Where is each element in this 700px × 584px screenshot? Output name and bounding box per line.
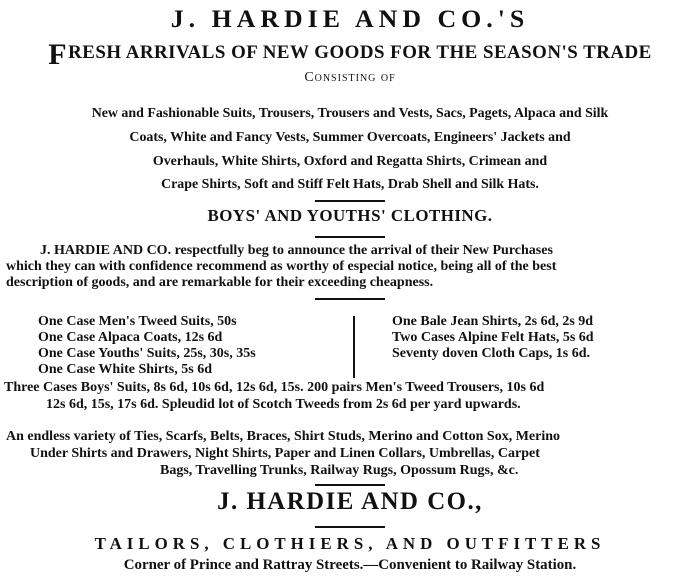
stock-item: One Case White Shirts, 5s 6d (38, 362, 212, 377)
goods-line: Overhauls, White Shirts, Oxford and Regatta Shirts, Crimean and (152, 154, 548, 169)
subtitle-initial: F (48, 38, 68, 71)
consisting-of-label: Consisting of (304, 70, 396, 85)
stock-item: One Case Youths' Suits, 25s, 30s, 35s (38, 346, 256, 361)
advert-subtitle (0, 38, 700, 72)
column-separator (353, 316, 355, 378)
variety-line: An endless variety of Ties, Scarfs, Belts, Braces, Shirt Studs, Merino and Cotton Sox, Merino (6, 429, 561, 444)
boys-heading: BOYS' AND YOUTHS' CLOTHING. (207, 206, 493, 225)
company-name: J. HARDIE AND CO., (217, 488, 483, 515)
trade-line: TAILORS, CLOTHIERS, AND OUTFITTERS (94, 534, 606, 553)
stock-item: Seventy doven Cloth Caps, 1s 6d. (392, 346, 590, 361)
divider-rule (315, 526, 385, 528)
variety-line: Under Shirts and Drawers, Night Shirts, Paper and Linen Collars, Umbrellas, Carpet (30, 446, 540, 461)
stock-item: Two Cases Alpine Felt Hats, 5s 6d (392, 330, 594, 345)
divider-rule (315, 484, 385, 486)
stock-item: One Case Men's Tweed Suits, 50s (38, 314, 237, 329)
stock-item: One Bale Jean Shirts, 2s 6d, 2s 9d (392, 314, 594, 329)
divider-rule (315, 298, 385, 300)
divider-rule (315, 200, 385, 202)
intro-line: description of goods, and are remarkable for their exceeding cheapness. (6, 275, 434, 290)
goods-line: New and Fashionable Suits, Trousers, Trousers and Vests, Sacs, Pagets, Alpaca and Silk (91, 106, 609, 121)
stock-item: One Case Alpaca Coats, 12s 6d (38, 330, 223, 345)
goods-line: Crape Shirts, Soft and Stiff Felt Hats, Drab Shell and Silk Hats. (161, 177, 539, 192)
subtitle-text: RESH ARRIVALS OF NEW GOODS FOR THE SEASON'S TRADE (68, 42, 652, 63)
advert-title: J. HARDIE AND CO.'S (170, 4, 530, 33)
boys-suits-line: Three Cases Boys' Suits, 8s 6d, 10s 6d, 12s 6d, 15s. 200 pairs Men's Tweed Trousers, 10s 6d (4, 380, 545, 395)
divider-rule (315, 236, 385, 238)
boys-suits-line: 12s 6d, 15s, 17s 6d. Spleudid lot of Scotch Tweeds from 2s 6d per yard upwards. (46, 397, 521, 412)
intro-line: which they can with confidence recommend as worthy of especial notice, being all of the best (6, 259, 557, 274)
address-line: Corner of Prince and Rattray Streets.—Convenient to Railway Station. (123, 557, 577, 573)
variety-line: Bags, Travelling Trunks, Railway Rugs, Opossum Rugs, &c. (160, 463, 519, 478)
goods-line: Coats, White and Fancy Vests, Summer Overcoats, Engineers' Jackets and (129, 130, 571, 145)
intro-line: J. HARDIE AND CO. respectfully beg to announce the arrival of their New Purchases (40, 243, 553, 258)
